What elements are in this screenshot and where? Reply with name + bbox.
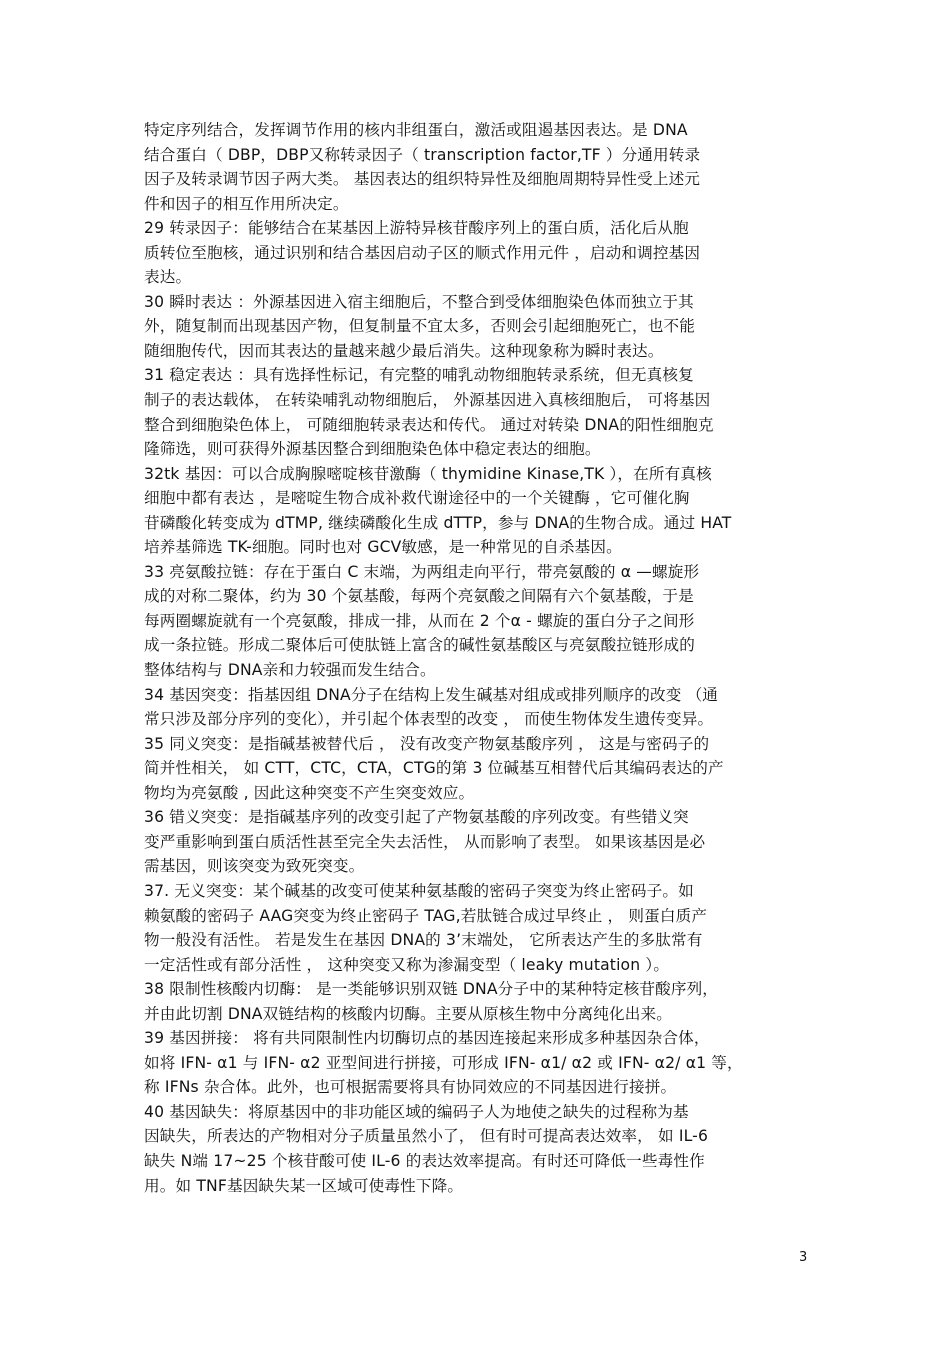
body-text: [144, 118, 824, 1198]
text-line: 变严重影响到蛋白质活性甚至完全失去活性， 从而影响了表型。 如果该基因是必: [144, 832, 706, 851]
text-line: 表达。: [144, 268, 192, 287]
text-line: 结合蛋白（ DBP，DBP又称转录因子（ transcription factor,TF ）分通用转录: [144, 145, 701, 164]
text-line: 随细胞传代，因而其表达的量越来越少最后消失。这种现象称为瞬时表达。: [144, 341, 664, 360]
text-line: 特定序列结合，发挥调节作用的核内非组蛋白，激活或阻遏基因表达。是 DNA: [144, 121, 688, 139]
text-line: 用。如 TNF基因缺失某一区域可使毒性下降。: [144, 1176, 464, 1195]
text-line: 37. 无义突变：某个碱基的改变可使某种氨基酸的密码子突变为终止密码子。如: [144, 881, 694, 900]
text-line: 40 基因缺失：将原基因中的非功能区域的编码子人为地使之缺失的过程称为基: [144, 1102, 689, 1121]
text-line: 简并性相关， 如 CTT，CTC，CTA，CTG的第 3 位碱基互相替代后其编码表达的产: [144, 759, 724, 778]
text-line: 外，随复制而出现基因产物，但复制量不宜太多，否则会引起细胞死亡，也不能: [144, 317, 696, 336]
text-line: 整合到细胞染色体上， 可随细胞转录表达和传代。 通过对转染 DNA的阳性细胞克: [144, 415, 714, 434]
text-line: 件和因子的相互作用所决定。: [144, 194, 349, 213]
text-line: 制子的表达载体， 在转染哺乳动物细胞后， 外源基因进入真核细胞后， 可将基因: [144, 391, 711, 410]
text-line: 整体结构与 DNA亲和力较强而发生结合。: [144, 661, 436, 680]
text-line: 质转位至胞核，通过识别和结合基因启动子区的顺式作用元件 ，启动和调控基因: [144, 243, 701, 262]
text-line: 细胞中都有表达 ，是嘧啶生物合成补救代谢途径中的一个关键酶 ，它可催化胸: [144, 489, 690, 508]
text-line: 常只涉及部分序列的变化），并引起个体表型的改变 ， 而使生物体发生遗传变异。: [144, 710, 714, 729]
text-line: 隆筛选，则可获得外源基因整合到细胞染色体中稳定表达的细胞。: [144, 440, 601, 459]
text-line: 并由此切割 DNA双链结构的核酸内切酶。主要从原核生物中分离纯化出来。: [144, 1004, 672, 1023]
text-line: 物一般没有活性。 若是发生在基因 DNA的 3’末端处， 它所表达产生的多肽常有: [144, 931, 703, 950]
text-line: 苷磷酸化转变成为 dTMP, 继续磷酸化生成 dTTP，参与 DNA的生物合成。通过 HAT: [144, 513, 732, 532]
text-line: 30 瞬时表达 ：外源基因进入宿主细胞后，不整合到受体细胞染色体而独立于其: [144, 292, 694, 311]
text-line: 39 基因拼接： 将有共同限制性内切酶切点的基因连接起来形成多种基因杂合体，: [144, 1029, 710, 1048]
text-line: 33 亮氨酸拉链：存在于蛋白 C 末端，为两组走向平行，带亮氨酸的 α —螺旋形: [144, 562, 700, 581]
text-line: 需基因，则该突变为致死突变。: [144, 857, 365, 876]
text-line: 缺失 N端 17~25 个核苷酸可使 IL-6 的表达效率提高。有时还可降低一些毒性作: [144, 1151, 705, 1170]
text-line: 因子及转录调节因子两大类。 基因表达的组织特异性及细胞周期特异性受上述元: [144, 170, 701, 189]
text-line: 29 转录因子：能够结合在某基因上游特异核苷酸序列上的蛋白质，活化后从胞: [144, 219, 689, 238]
text-line: 成一条拉链。形成二聚体后可使肽链上富含的碱性氨基酸区与亮氨酸拉链形成的: [144, 636, 696, 655]
text-line: 培养基筛选 TK-细胞。同时也对 GCV敏感，是一种常见的自杀基因。: [144, 538, 622, 557]
text-line: 成的对称二聚体，约为 30 个氨基酸，每两个亮氨酸之间隔有六个氨基酸，于是: [144, 587, 694, 606]
text-line: 物均为亮氨酸 , 因此这种突变不产生突变效应。: [144, 783, 475, 802]
text-line: 31 稳定表达 ：具有选择性标记，有完整的哺乳动物细胞转录系统，但无真核复: [144, 366, 694, 385]
text-line: 如将 IFN- α1 与 IFN- α2 亚型间进行拼接，可形成 IFN- α1/ α2 或 IFN- α2/ α1 等，: [144, 1053, 743, 1072]
text-line: 一定活性或有部分活性 ， 这种突变又称为渗漏变型（ leaky mutation ）。: [144, 955, 670, 974]
text-line: 35 同义突变：是指碱基被替代后 ， 没有改变产物氨基酸序列 ， 这是与密码子的: [144, 734, 710, 753]
text-line: 因缺失，所表达的产物相对分子质量虽然小了， 但有时可提高表达效率， 如 IL-6: [144, 1127, 709, 1146]
text-line: 赖氨酸的密码子 AAG突变为终止密码子 TAG,若肽链合成过早终止 ， 则蛋白质产: [144, 906, 708, 925]
text-line: 38 限制性核酸内切酶： 是一类能够识别双链 DNA分子中的某种特定核苷酸序列，: [144, 980, 719, 999]
page-number: 3: [799, 1250, 808, 1265]
text-line: 34 基因突变：指基因组 DNA分子在结构上发生碱基对组成或排列顺序的改变 （通: [144, 685, 719, 704]
text-line: 32tk 基因：可以合成胸腺嘧啶核苷激酶（ thymidine Kinase,TK ），在所有真核: [144, 464, 712, 483]
text-line: 36 错义突变：是指碱基序列的改变引起了产物氨基酸的序列改变。有些错义突: [144, 808, 689, 827]
text-line: 称 IFNs 杂合体。此外，也可根据需要将具有协同效应的不同基因进行接拼。: [144, 1078, 677, 1097]
text-line: 每两圈螺旋就有一个亮氨酸，排成一排，从而在 2 个α - 螺旋的蛋白分子之间形: [144, 611, 695, 630]
